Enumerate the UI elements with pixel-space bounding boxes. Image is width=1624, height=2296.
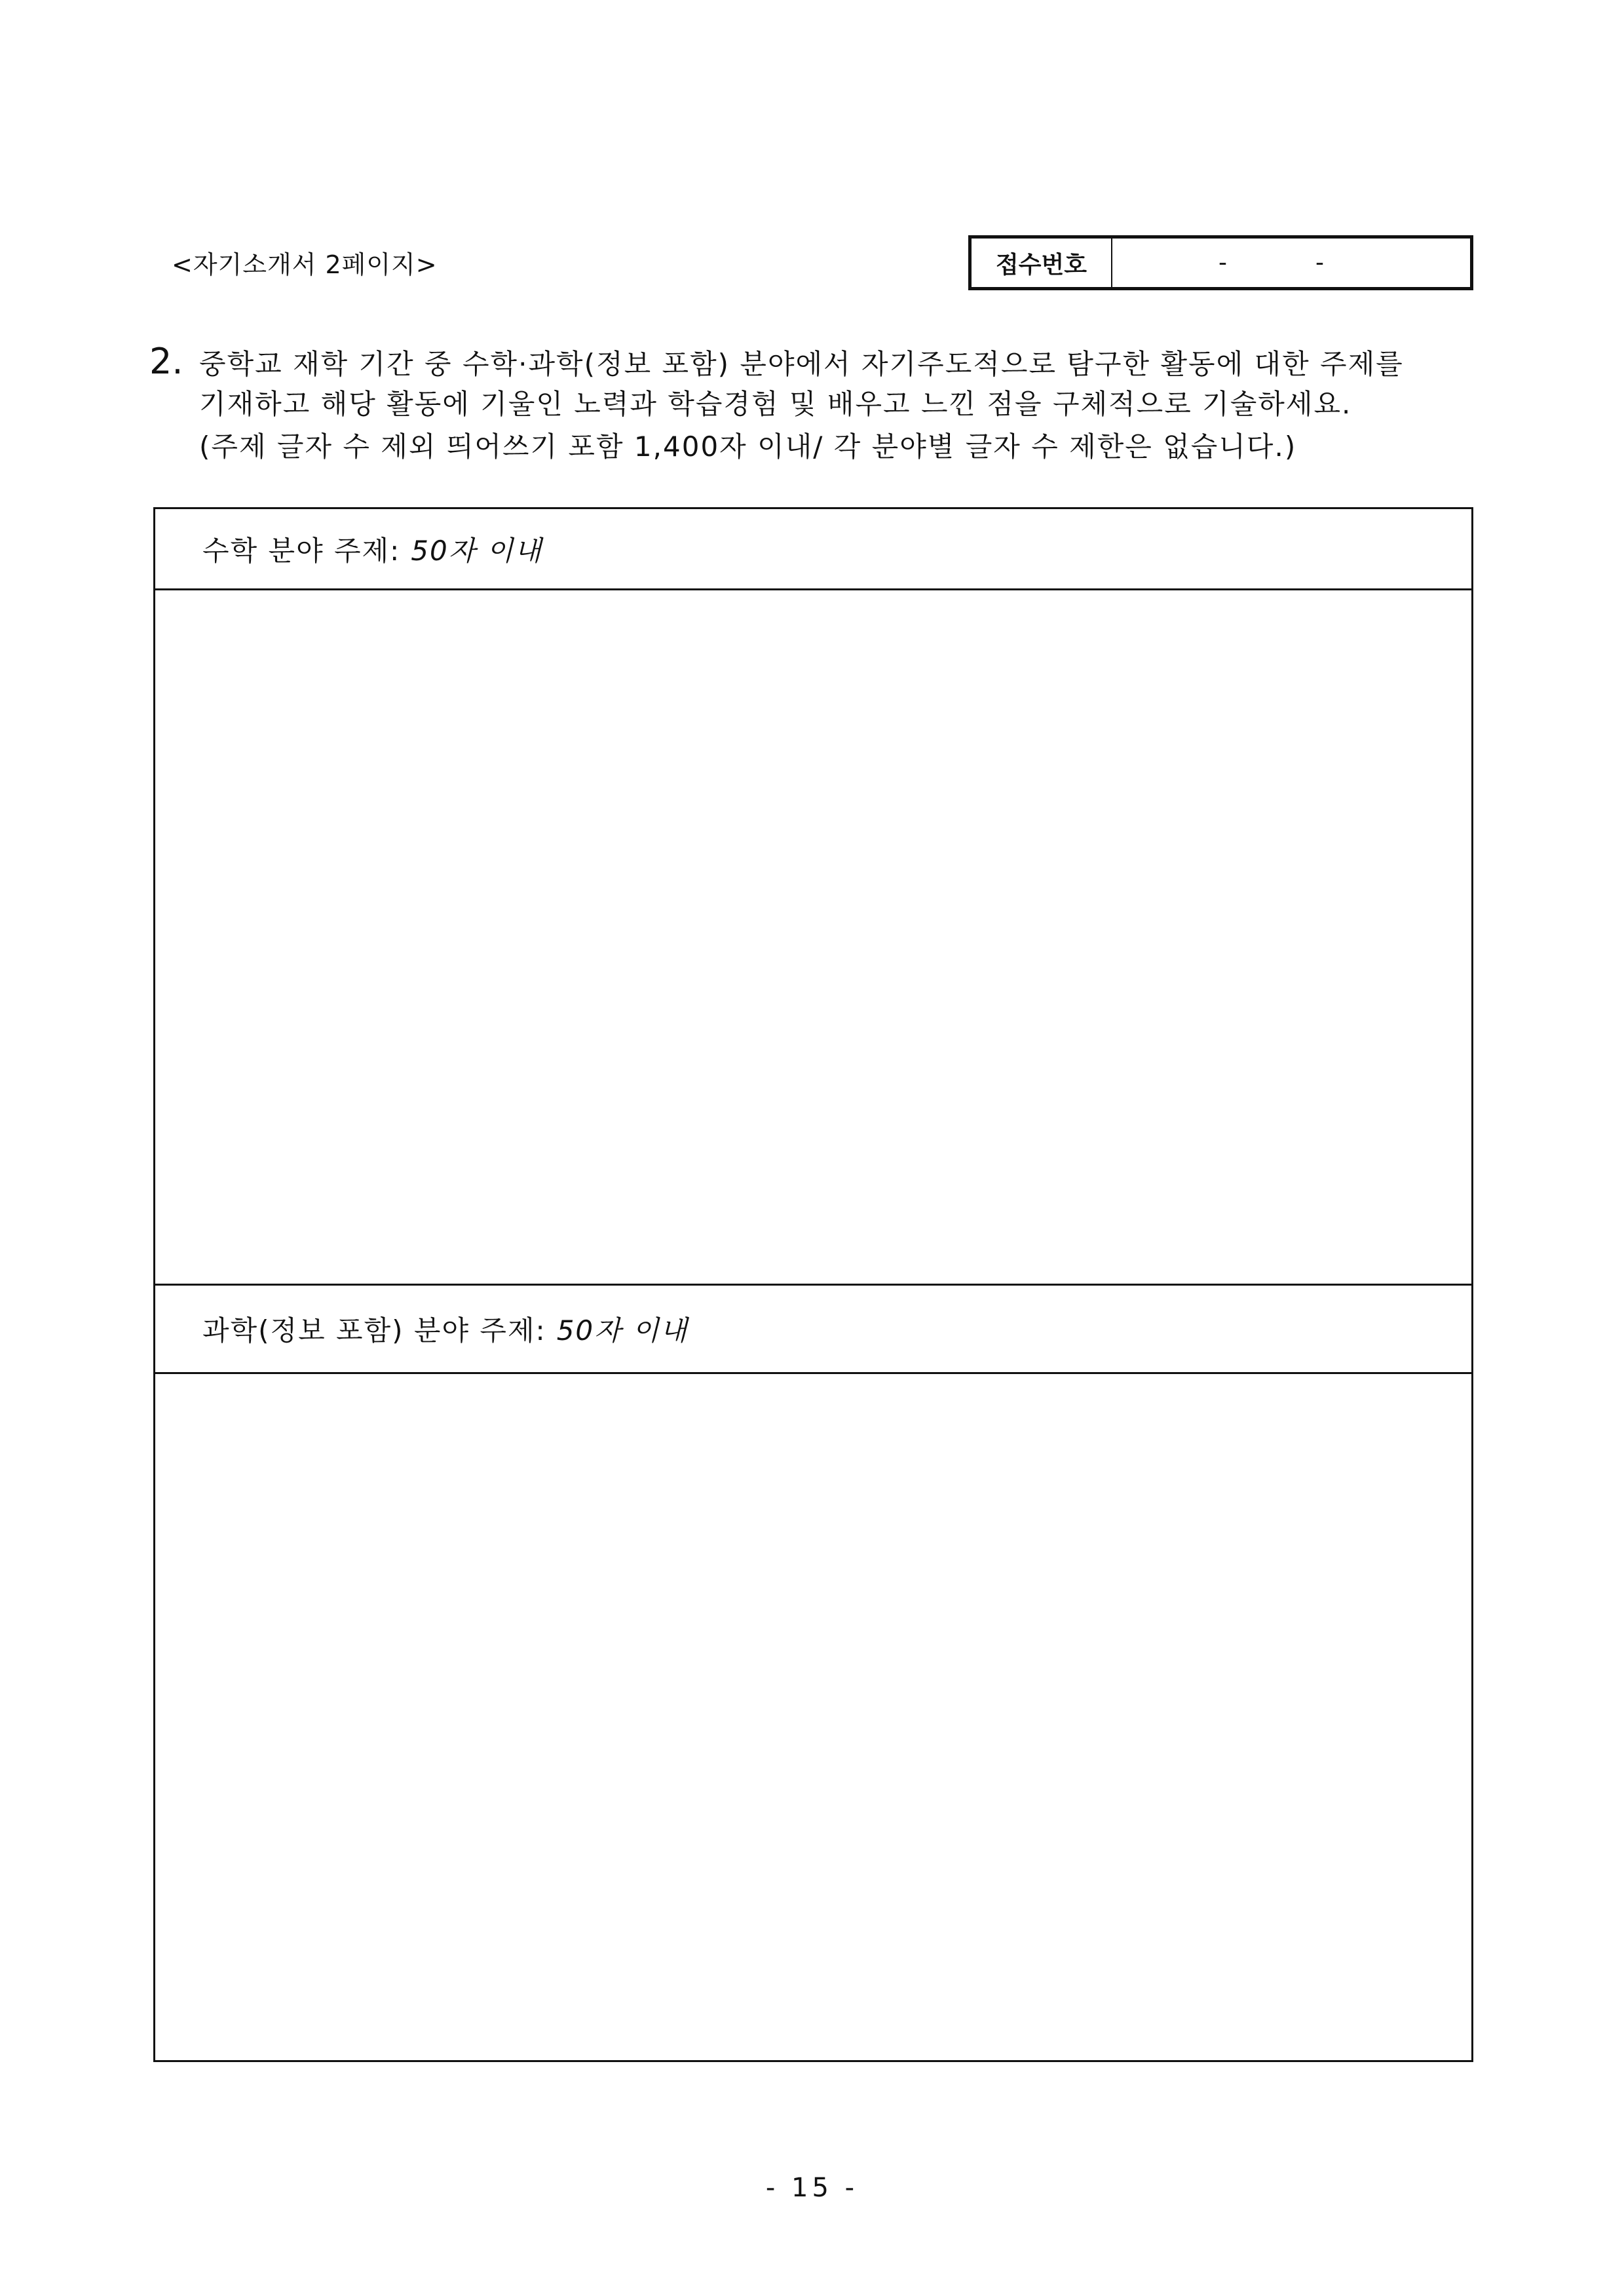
math-topic-row[interactable] xyxy=(155,509,1471,590)
math-answer-area[interactable] xyxy=(155,590,1471,1286)
receipt-separator-1: - xyxy=(1218,249,1227,277)
receipt-number-label: 접수번호 xyxy=(972,239,1112,287)
science-topic-row[interactable] xyxy=(155,1286,1471,1374)
receipt-number-box xyxy=(968,235,1473,290)
science-topic-label: 과학(정보 포함) 분야 주제: xyxy=(202,1314,546,1347)
question-text-line-1: 중학교 재학 기간 중 수학·과학(정보 포함) 분야에서 자기주도적으로 탐구한 활동에 대한 주제를 xyxy=(199,348,1404,380)
math-topic-limit: 50자 이내 xyxy=(411,534,542,567)
page-number: - 15 - xyxy=(765,2173,859,2203)
question-line-3 xyxy=(149,425,1486,468)
question-line-2 xyxy=(149,383,1486,425)
answer-table xyxy=(153,507,1473,2062)
science-answer-area[interactable] xyxy=(155,1374,1471,2060)
question-text-line-2: 기재하고 해당 활동에 기울인 노력과 학습경험 및 배우고 느낀 점을 구체적으로 기술하세요. xyxy=(199,388,1352,420)
receipt-number-field[interactable] xyxy=(1112,239,1470,287)
question-number: 2. xyxy=(149,341,183,382)
receipt-separator-2: - xyxy=(1315,249,1324,277)
science-topic-limit: 50자 이내 xyxy=(556,1314,689,1347)
question-line-1 xyxy=(149,340,1486,383)
page-label: <자기소개서 2페이지> xyxy=(172,250,438,279)
math-topic-label: 수학 분야 주제: xyxy=(202,534,401,567)
question-text-line-3: (주제 글자 수 제외 띄어쓰기 포함 1,400자 이내/ 각 분야별 글자 수 제한은 없습니다.) xyxy=(199,430,1297,463)
question-2 xyxy=(149,340,1486,468)
